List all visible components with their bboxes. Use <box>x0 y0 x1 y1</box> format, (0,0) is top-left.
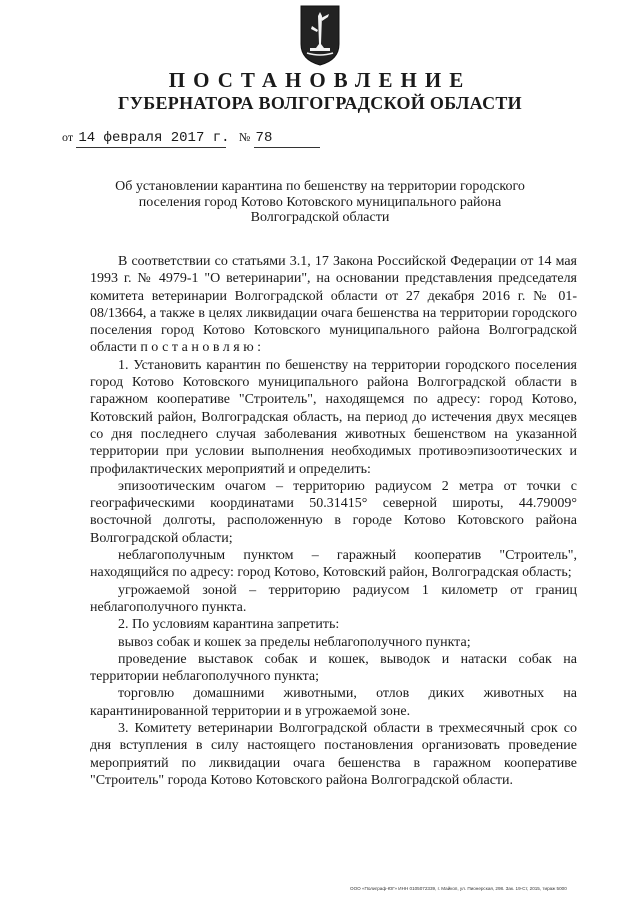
item-2-exhibitions-ban: проведение выставок собак и кошек, выводок и натаски собак на территории неблагополучного пункта; <box>90 651 577 685</box>
document-title: ПОСТАНОВЛЕНИЕ <box>168 68 472 92</box>
item-1-unfavorable-point: неблагополучным пунктом – гаражный кооператив "Строитель", находящийся по адресу: город Котово, Котовский район, Волгоградская область; <box>90 548 577 581</box>
item-1-threatened-zone: угрожаемой зоной – территорию радиусом 1 километр от границ неблагополучного пункта. <box>90 582 577 615</box>
document-subject: Об установлении карантина по бешенству на территории городского поселения город Котово Котовского муниципального района Волгоградской области <box>115 179 525 225</box>
intro-paragraph <box>90 253 577 357</box>
decree-word: постановляю: <box>140 340 265 356</box>
intro-text: В соответствии со статьями 3.1, 17 Закона Российской Федерации от 14 мая 1993 г. № 4979-1 "О ветеринарии", на основании представления председателя комитета ветеринарии Волгоградской области от 27 декабря 2016 г. № 01-08/13664, а также в целях ликвидации очага бешенства на территории городского поселения город Котово Котовского муниципального района Волгоградской области <box>90 254 577 356</box>
number-label: № <box>238 130 251 144</box>
document-number: 78 <box>254 129 320 148</box>
item-1: 1. Установить карантин по бешенству на территории городского поселения город Котово Котовского муниципального района Волгоградской области в гаражном кооперативе "Строитель", находящемся по адресу: город Котово, Котовский район, Волгоградская область, на период до истечения двух месяцев со дня последнего случая заболевания животных бешенством на указанной территории при условии выполнения необходимых противоэпизоотических и профилактических мероприятий и определить: <box>90 357 577 477</box>
date-number-line <box>62 128 320 148</box>
document-body <box>90 253 577 789</box>
item-2-export-ban: вывоз собак и кошек за пределы неблагополучного пункта; <box>118 634 471 650</box>
document-subtitle: ГУБЕРНАТОРА ВОЛГОГРАДСКОЙ ОБЛАСТИ <box>118 93 522 113</box>
document-date: 14 февраля 2017 г. <box>78 130 230 146</box>
item-2: 2. По условиям карантина запретить: <box>118 617 340 633</box>
item-2-trade-ban: торговлю домашними животными, отлов диких животных на карантинированной территории и в угрожаемой зоне. <box>90 686 577 719</box>
printer-imprint: ООО «Полиграф-ЮГ» ИНН 0105072339, г. Майкоп, ул. Пионерская, 298. Зак. 19-Ст, 2015, тираж 5000 <box>350 886 567 891</box>
item-1-epizootic-focus: эпизоотическим очагом – территорию радиусом 2 метра от точки с географическими координатами 50.31415° северной широты, 44.79009° восточной долготы, расположенную в городе Котово Котовского района Волгоградской области; <box>90 478 577 546</box>
item-3: 3. Комитету ветеринарии Волгоградской области в трехмесячный срок со дня вступления в силу настоящего постановления организовать проведение мероприятий по ликвидации очага бешенства в гаражном кооперативе "Строитель" города Котово Котовского района Волгоградской области. <box>90 721 577 788</box>
from-label: от <box>62 130 74 144</box>
coat-of-arms-icon <box>298 4 342 66</box>
